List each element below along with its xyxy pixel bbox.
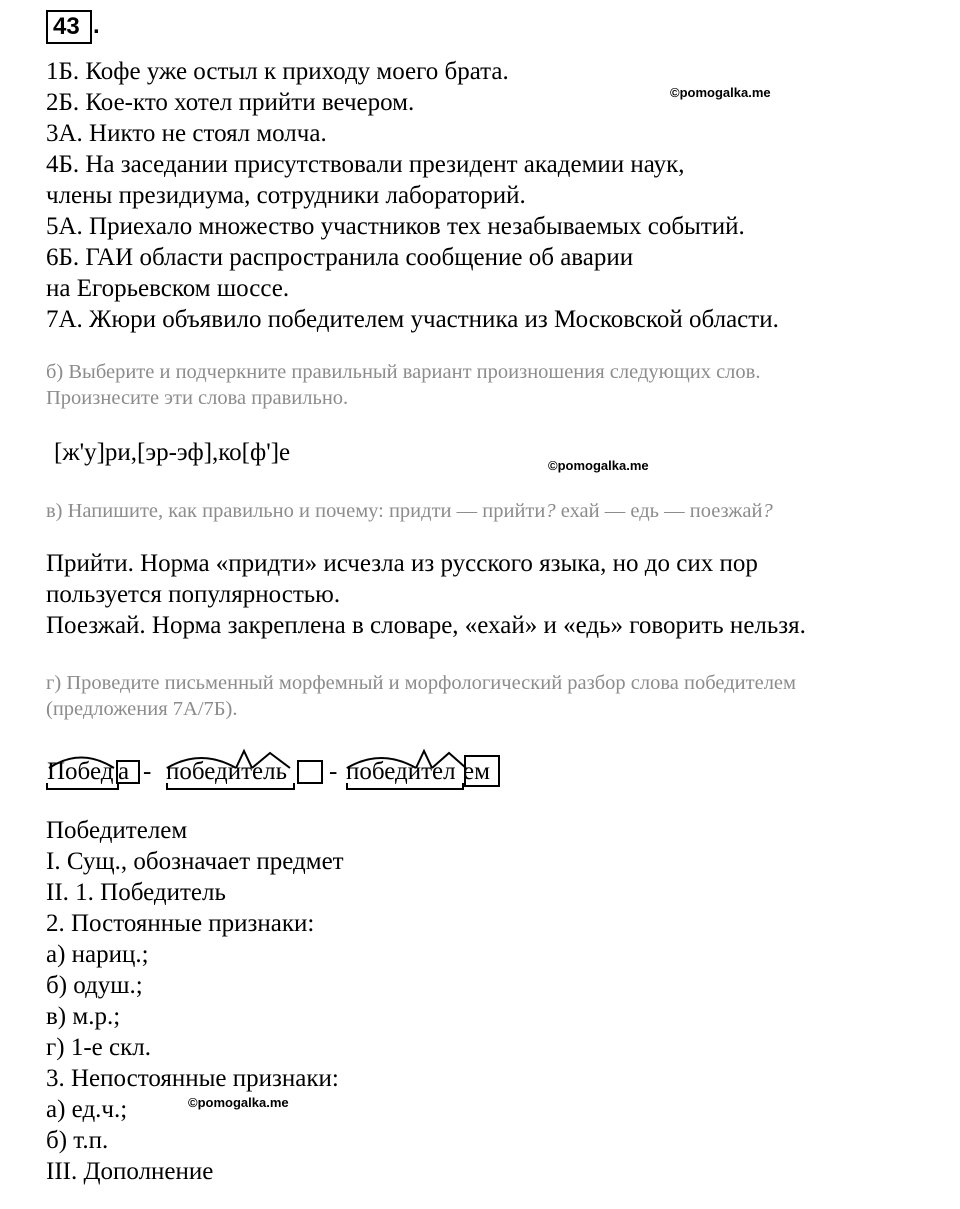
answer-v <box>46 548 806 641</box>
analysis-item: а) ед.ч.; <box>46 1096 128 1123</box>
task-b-line-2: Произнесите эти слова правильно. <box>46 387 349 409</box>
word-1-ending: а <box>118 758 130 785</box>
sentence-2: 2Б. Кое-кто хотел прийти вечером. <box>46 89 415 116</box>
sentence-5: 5А. Приехало множество участников тех незабываемых событий. <box>46 213 745 240</box>
task-v-text-2: ехай — едь — поезжай <box>555 500 763 522</box>
task-v-question-1: ? <box>545 500 556 522</box>
sentence-6: 6Б. ГАИ области распространила сообщение об аварии <box>46 244 634 271</box>
analysis-word: Победителем <box>46 817 188 844</box>
task-v <box>46 498 773 524</box>
watermark-1: ©pomogalka.me <box>670 85 771 100</box>
task-b-line-1: б) Выберите и подчеркните правильный вариант произношения следующих слов. <box>46 361 761 383</box>
analysis-initial-form: II. 1. Победитель <box>46 879 226 906</box>
sentence-1: 1Б. Кофе уже остыл к приходу моего брата. <box>46 58 509 85</box>
analysis-variable-header: 3. Непостоянные признаки: <box>46 1065 339 1092</box>
answer-v-line-3: Поезжай. Норма закреплена в словаре, «ехай» и «едь» говорить нельзя. <box>46 612 806 639</box>
task-g-line-2: (предложения 7А/7Б). <box>46 698 238 720</box>
sentence-list <box>46 56 779 335</box>
exercise-number-box <box>46 10 92 44</box>
word-2: победитель <box>166 758 288 785</box>
analysis-item: г) 1-е скл. <box>46 1034 151 1061</box>
watermark-3: ©pomogalka.me <box>188 1095 289 1110</box>
sentence-4-cont: члены президиума, сотрудники лабораторий. <box>46 182 526 209</box>
word-3-ending: ем <box>463 758 490 785</box>
task-g-line-1: г) Проведите письменный морфемный и морфологический разбор слова победителем <box>46 672 796 694</box>
answer-v-line-1: Прийти. Норма «придти» исчезла из русского языка, но до сих пор <box>46 550 758 577</box>
sentence-6-cont: на Егорьевском шоссе. <box>46 275 290 302</box>
ending-box-2 <box>298 761 322 783</box>
word-3-stem: победител <box>346 758 456 785</box>
analysis-item: а) нариц.; <box>46 941 149 968</box>
sentence-4: 4Б. На заседании присутствовали президент академии наук, <box>46 151 685 178</box>
analysis-item: б) т.п. <box>46 1127 109 1154</box>
word-1-root: Побед <box>47 758 114 785</box>
answer-b: [ж'у]ри,[эр-эф],ко[ф']е <box>54 439 291 466</box>
task-v-question-2: ? <box>762 500 773 522</box>
dash-1: - <box>143 758 152 785</box>
analysis-item: в) м.р.; <box>46 1003 121 1030</box>
dash-2: - <box>329 758 338 785</box>
task-v-text: в) Напишите, как правильно и почему: придти — прийти <box>46 500 546 522</box>
sentence-7: 7А. Жюри объявило победителем участника из Московской области. <box>46 306 779 333</box>
task-b <box>46 359 760 411</box>
exercise-number: 43 <box>53 13 80 40</box>
analysis-list <box>46 815 344 1187</box>
watermark-2: ©pomogalka.me <box>548 458 649 473</box>
morpheme-diagram <box>46 748 516 793</box>
analysis-part-of-speech: I. Сущ., обозначает предмет <box>46 848 344 875</box>
analysis-constant-header: 2. Постоянные признаки: <box>46 910 315 937</box>
analysis-item: б) одуш.; <box>46 972 143 999</box>
task-g <box>46 670 796 722</box>
analysis-syntax-role: III. Дополнение <box>46 1158 214 1185</box>
exercise-number-dot: . <box>93 12 100 39</box>
answer-v-line-2: пользуется популярностью. <box>46 581 341 608</box>
sentence-3: 3А. Никто не стоял молча. <box>46 120 327 147</box>
